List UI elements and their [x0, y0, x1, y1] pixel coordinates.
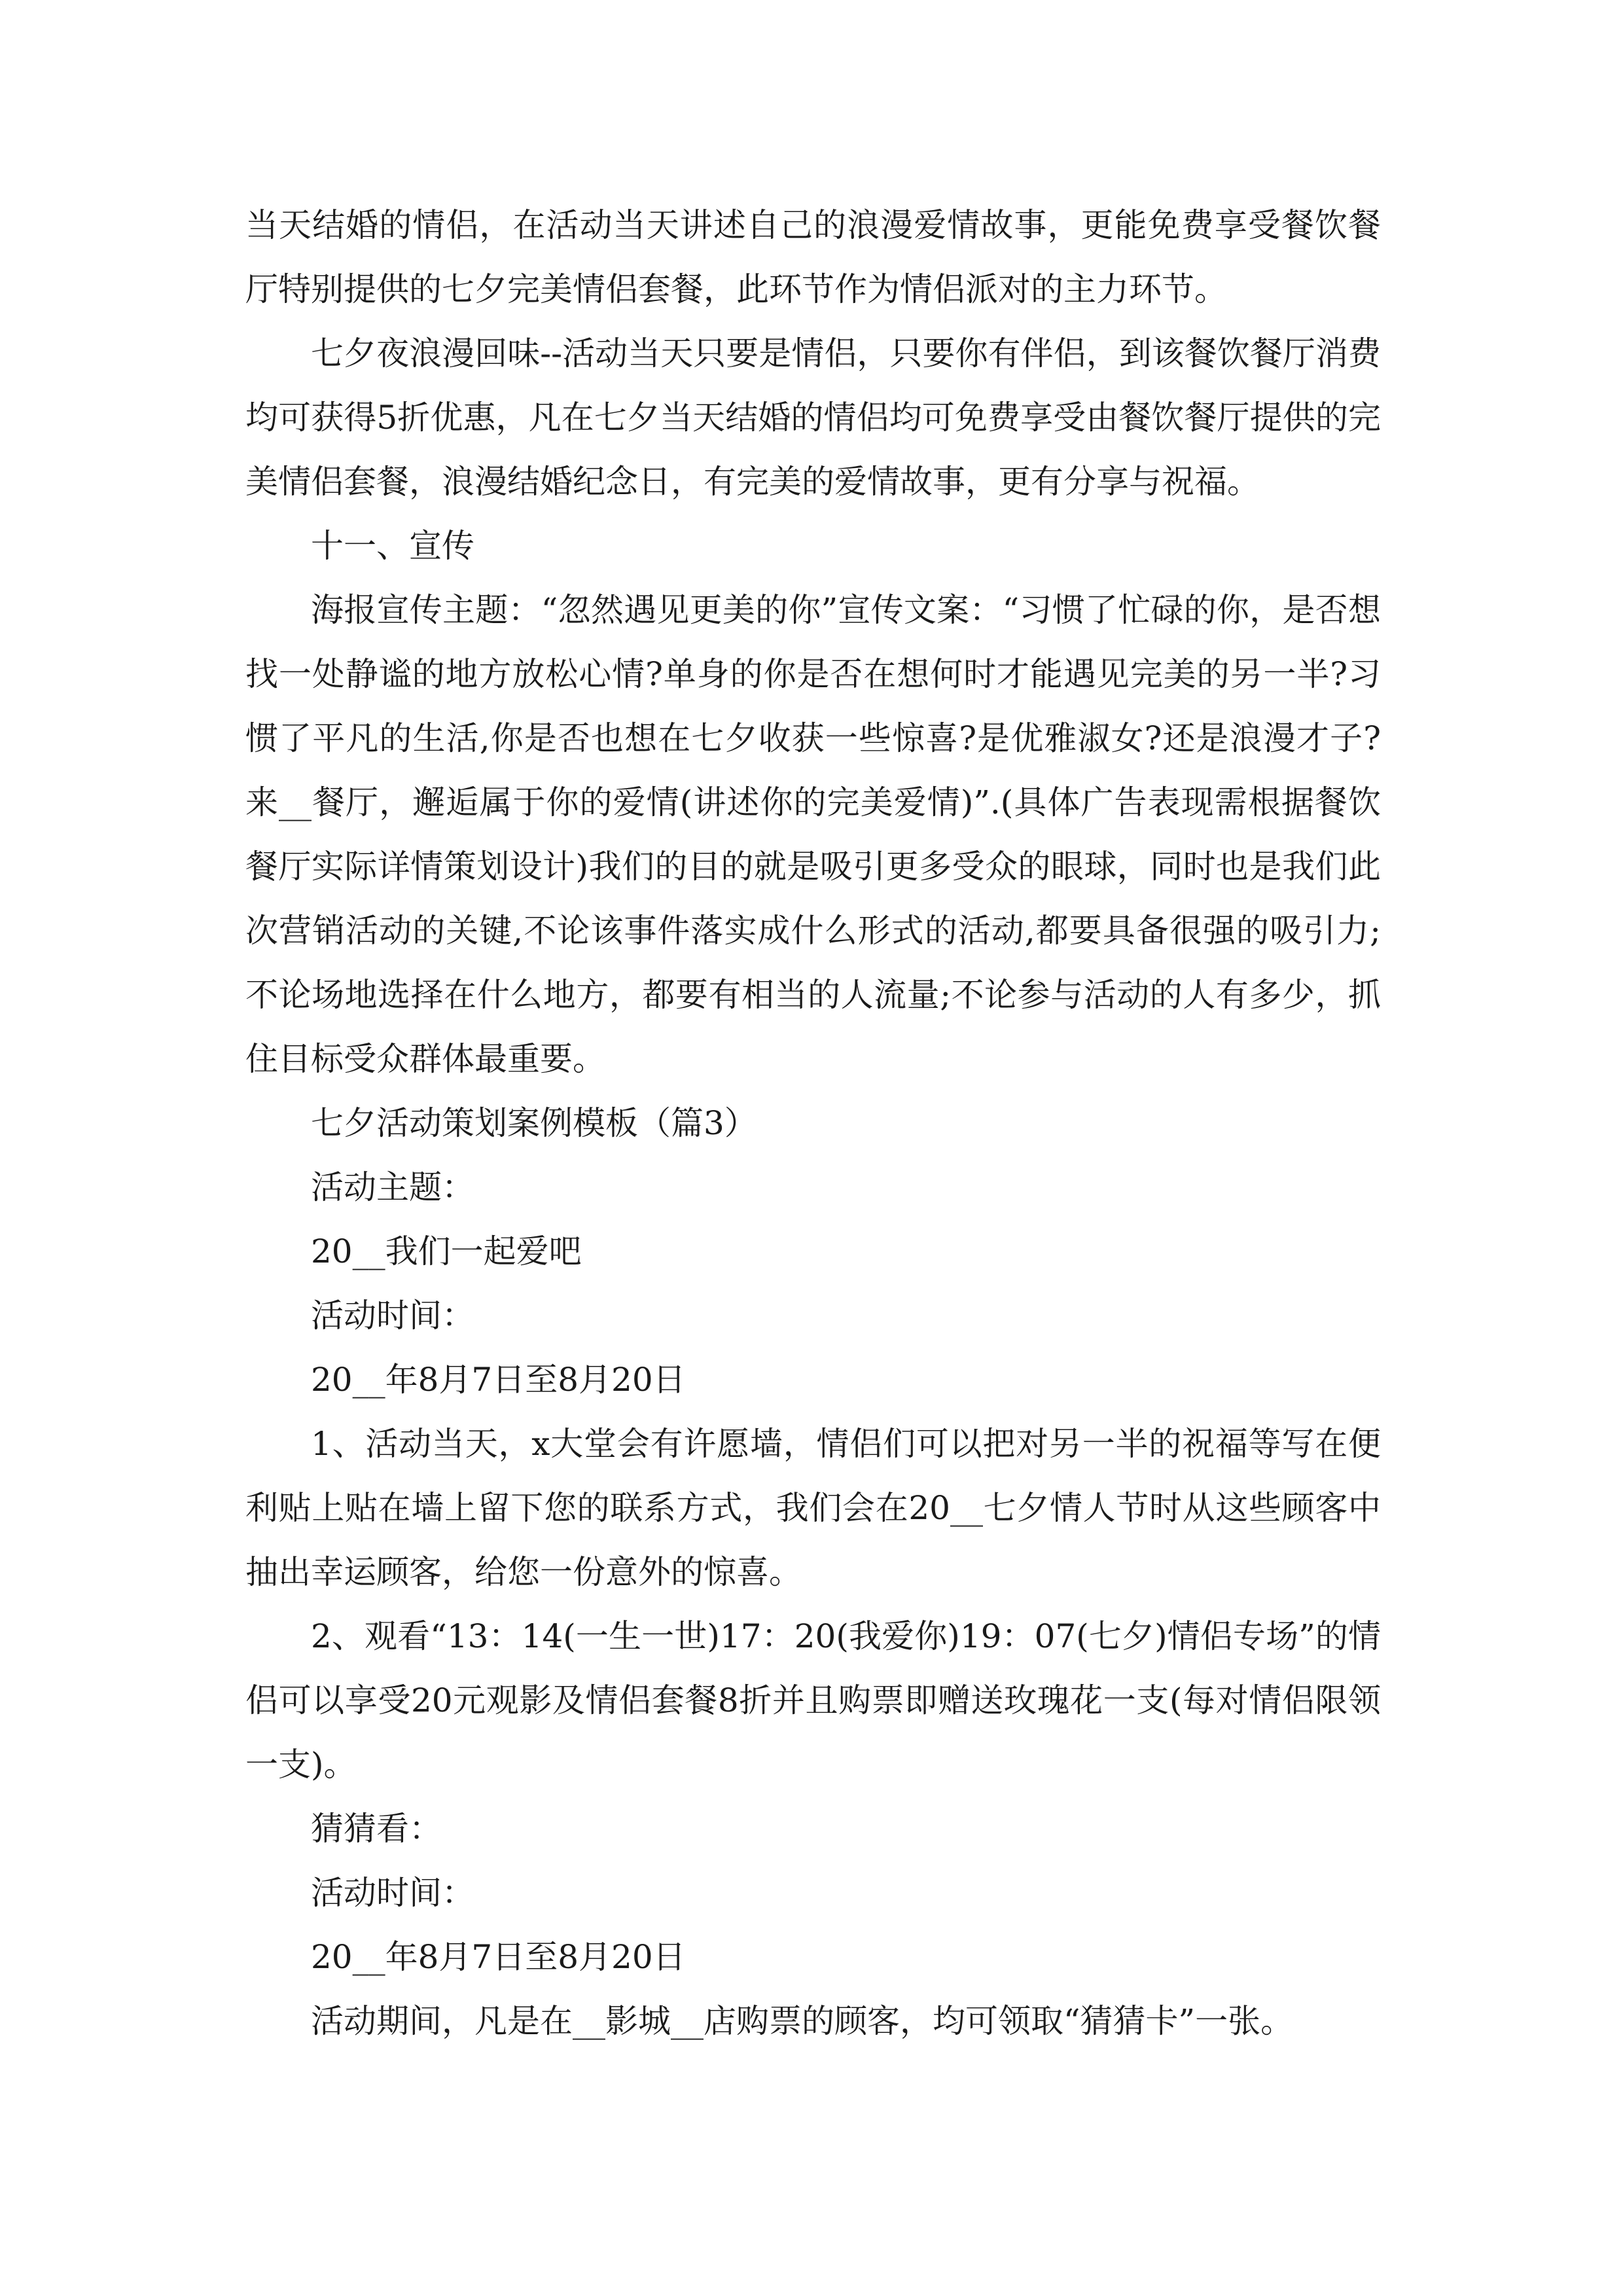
paragraph-couple-party-main-segment: 当天结婚的情侣，在活动当天讲述自己的浪漫爱情故事，更能免费享受餐饮餐厅特别提供的七夕完美情侣套餐，此环节作为情侣派对的主力环节。 [245, 206, 1381, 308]
label-guessing-game: 猜猜看： [311, 1810, 442, 1848]
section-heading-publicity: 十一、宣传 [311, 527, 474, 565]
value-guessing-activity-time: 20__年8月7日至8月20日 [311, 1938, 686, 1976]
paragraph-poster-theme-copy: 海报宣传主题：“忽然遇见更美的你”宣传文案：“习惯了忙碌的你，是否想找一处静谧的地方放松心情?单身的你是否在想何时才能遇见完美的另一半?习惯了平凡的生活,你是否也想在七夕收获一些惊喜?是优雅淑女?还是浪漫才子?来__餐厅，邂逅属于你的爱情(讲述你的完美爱情)”.(具体广告表现需根据餐饮餐厅实际详情策划设计)我们的目的就是吸引更多受众的眼球，同时也是我们此次营销活动的关键,不论该事件落实成什么形式的活动,都要具备很强的吸引力;不论场地选择在什么地方，都要有相当的人流量;不论参与活动的人有多少，抓住目标受众群体最重要。 [245, 591, 1381, 1078]
article-title-template-3: 七夕活动策划案例模板（篇3） [311, 1104, 757, 1142]
label-activity-theme: 活动主题： [311, 1168, 474, 1206]
paragraph-guessing-card: 活动期间，凡是在__影城__店购票的顾客，均可领取“猜猜卡”一张。 [311, 2002, 1294, 2040]
paragraph-couple-screening: 2、观看“13：14(一生一世)17：20(我爱你)19：07(七夕)情侣专场”的情侣可以享受20元观影及情侣套餐8折并且购票即赠送玫瑰花一支(每对情侣限领一支)。 [245, 1617, 1381, 1784]
label-activity-time: 活动时间： [311, 1297, 474, 1335]
document-body [245, 193, 1381, 2053]
value-activity-theme: 20__我们一起爱吧 [311, 1232, 582, 1270]
label-guessing-activity-time: 活动时间： [311, 1874, 474, 1912]
paragraph-qixi-night-romance: 七夕夜浪漫回味--活动当天只要是情侣，只要你有伴侣，到该餐饮餐厅消费均可获得5折优惠，凡在七夕当天结婚的情侣均可免费享受由餐饮餐厅提供的完美情侣套餐，浪漫结婚纪念日，有完美的爱情故事，更有分享与祝福。 [245, 334, 1381, 501]
paragraph-wishing-wall: 1、活动当天，x大堂会有许愿墙，情侣们可以把对另一半的祝福等写在便利贴上贴在墙上留下您的联系方式，我们会在20__七夕情人节时从这些顾客中抽出幸运顾客，给您一份意外的惊喜。 [245, 1425, 1381, 1591]
value-activity-time: 20__年8月7日至8月20日 [311, 1361, 686, 1399]
